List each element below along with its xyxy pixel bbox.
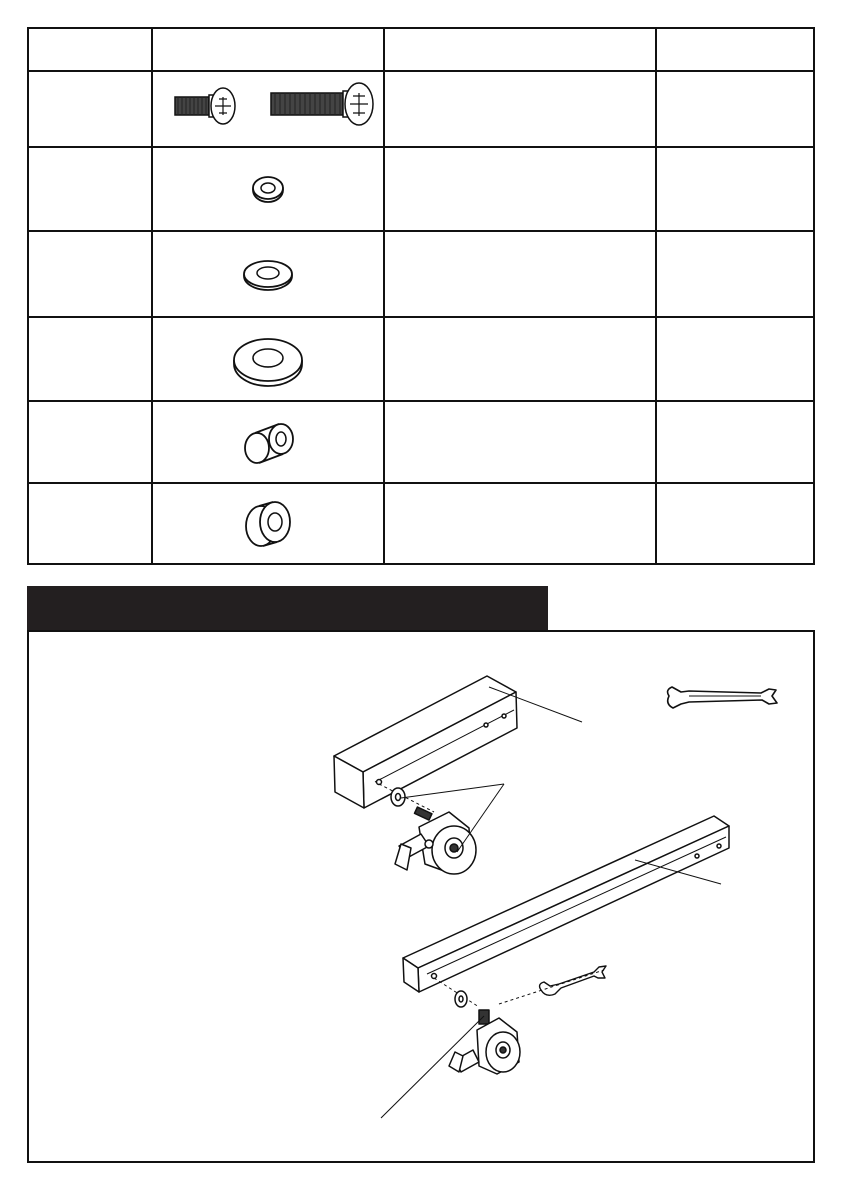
row-description <box>384 231 656 317</box>
assembly-panel <box>27 630 815 1163</box>
table-row <box>28 483 814 564</box>
row-qty <box>656 317 814 401</box>
medium-washer-icon <box>152 231 384 317</box>
row-qty <box>656 483 814 564</box>
spacer-ring-icon <box>152 483 384 564</box>
header-qty <box>656 28 814 71</box>
row-qty <box>656 401 814 483</box>
header-part-no <box>28 28 152 71</box>
table-row <box>28 401 814 483</box>
spacer-tube-icon <box>152 401 384 483</box>
row-qty <box>656 147 814 231</box>
row-part-label <box>28 401 152 483</box>
row-description <box>384 317 656 401</box>
row-part-label <box>28 71 152 147</box>
row-part-label <box>28 231 152 317</box>
small-wrench-icon <box>540 966 606 995</box>
row-part-label <box>28 147 152 231</box>
screw-icon <box>152 71 384 147</box>
table-row <box>28 71 814 147</box>
row-part-label <box>28 483 152 564</box>
row-description <box>384 147 656 231</box>
section-header-bar <box>27 586 548 630</box>
large-washer-icon <box>152 317 384 401</box>
parts-table <box>27 27 815 565</box>
row-description <box>384 401 656 483</box>
row-qty <box>656 71 814 147</box>
row-description <box>384 71 656 147</box>
table-row <box>28 147 814 231</box>
row-part-label <box>28 317 152 401</box>
table-row <box>28 317 814 401</box>
table-header-row <box>28 28 814 71</box>
wrench-icon <box>668 687 777 708</box>
small-washer-icon <box>152 147 384 231</box>
caster-wheel-2 <box>434 970 604 1074</box>
row-description <box>384 483 656 564</box>
row-qty <box>656 231 814 317</box>
table-row <box>28 231 814 317</box>
header-illustration <box>152 28 384 71</box>
caster-wheel-1 <box>379 784 476 874</box>
header-description <box>384 28 656 71</box>
short-leg-bar <box>334 676 517 808</box>
assembly-diagram <box>29 632 813 1161</box>
